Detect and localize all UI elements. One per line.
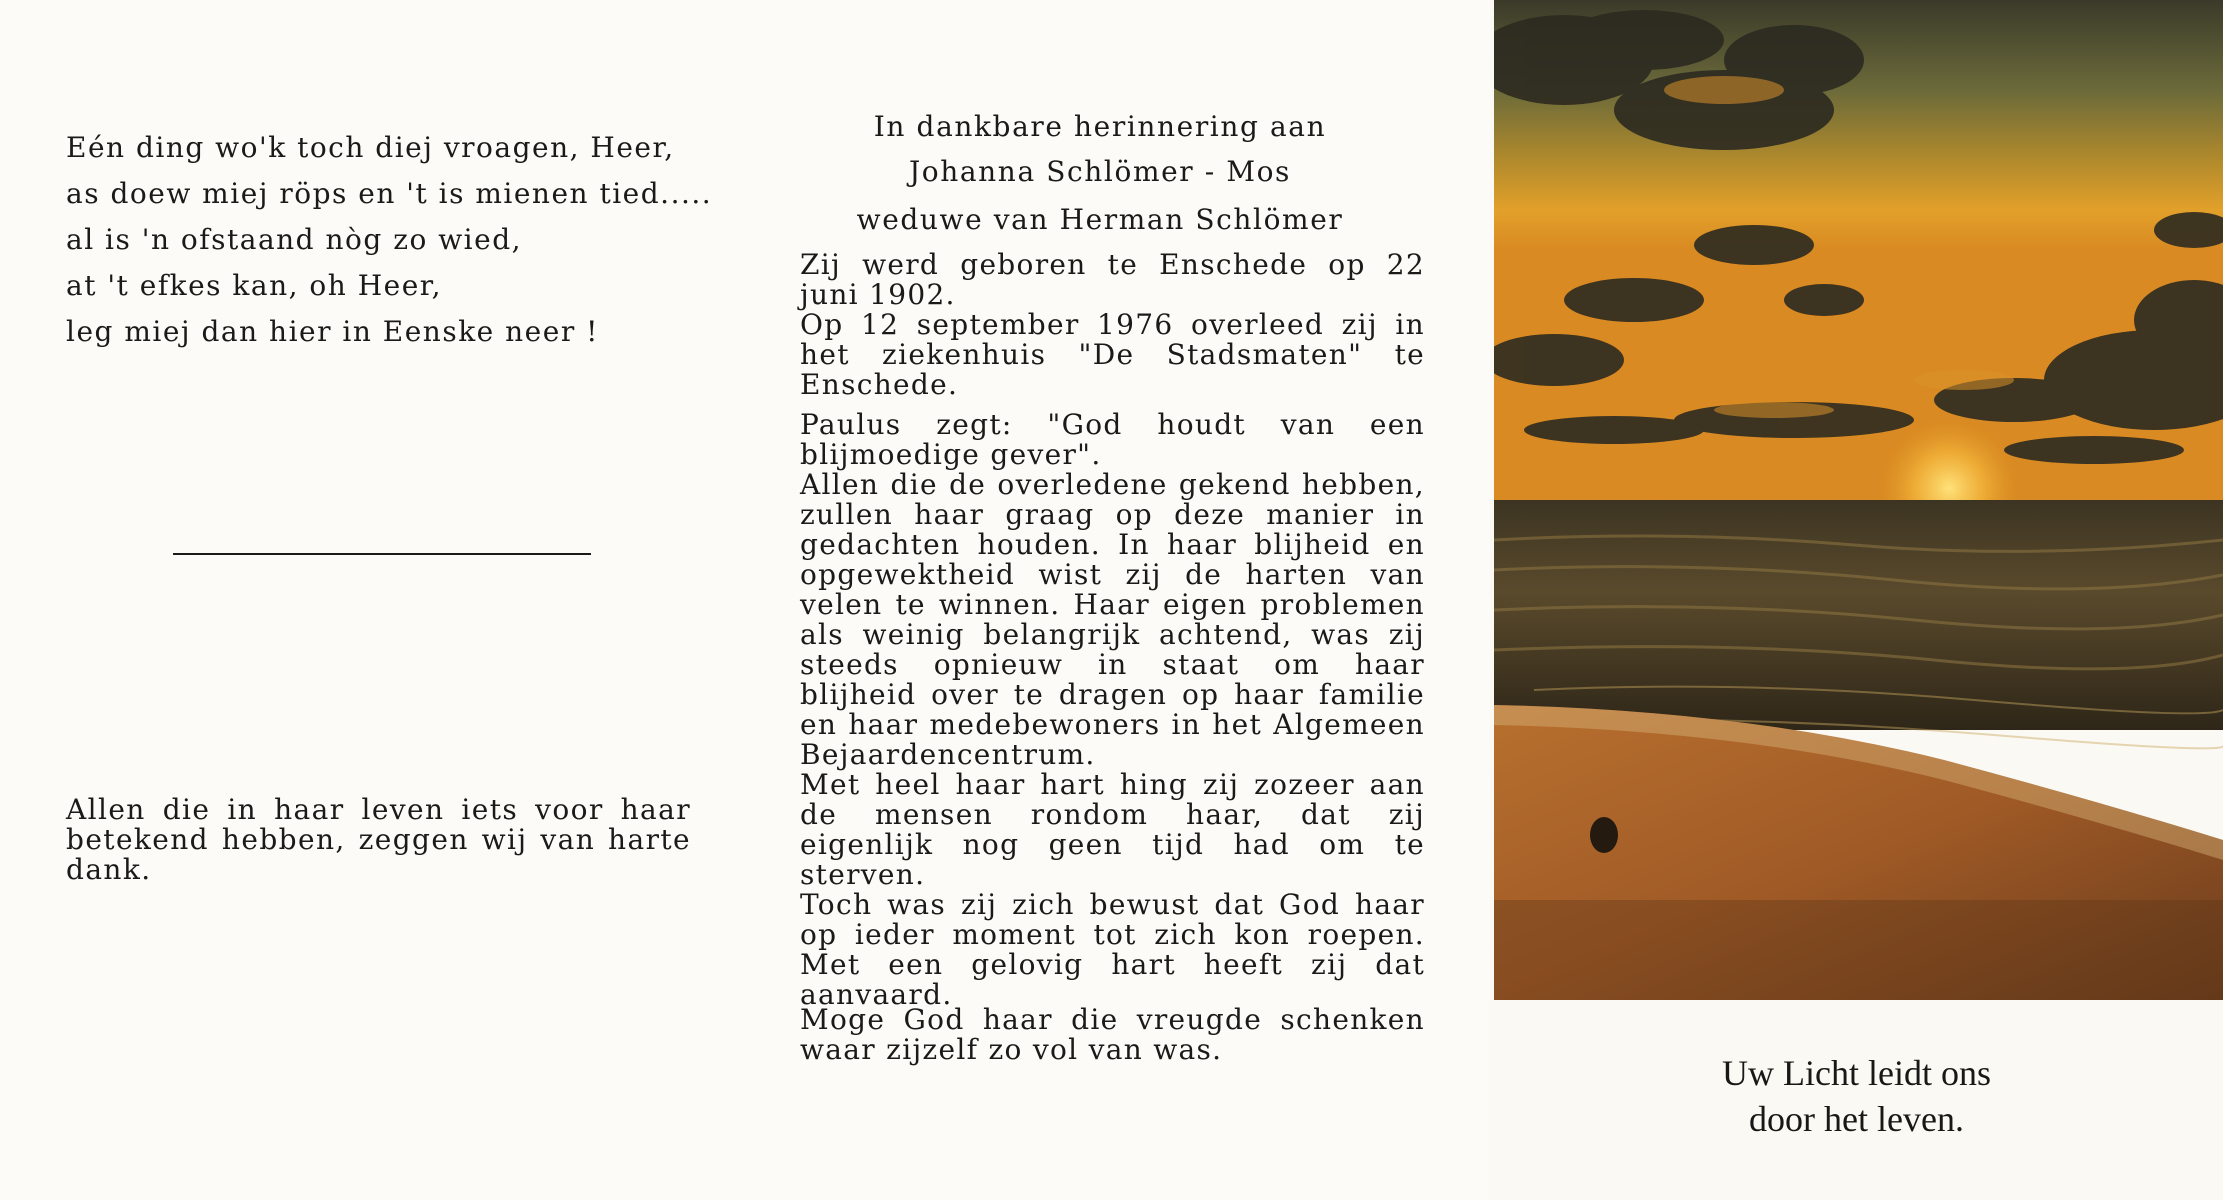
- death-paragraph: Op 12 september 1976 overleed zij in het ziekenhuis "De Stadsmaten" te Enschede.: [800, 308, 1425, 401]
- left-panel: [0, 0, 760, 1200]
- caption: [1490, 1050, 2223, 1142]
- caption-line: Uw Licht leidt ons: [1722, 1053, 1991, 1093]
- life-dates: [800, 250, 1425, 400]
- poem: [66, 125, 713, 355]
- middle-panel: [760, 0, 1490, 1200]
- sunset-over-sea-photo: [1494, 0, 2223, 1000]
- heading-name: Johanna Schlömer - Mos: [908, 155, 1292, 188]
- quote-paragraph: Paulus zegt: "God houdt van een blijmoedige gever".: [800, 408, 1425, 471]
- closing-paragraph: Moge God haar die vreugde schenken waar zijzelf zo vol van was.: [800, 1003, 1425, 1066]
- birth-paragraph: Zij werd geboren te Enschede op 22 juni 1902.: [800, 248, 1425, 311]
- poem-line: al is 'n ofstaand nòg zo wied,: [66, 223, 523, 256]
- tribute-text: [800, 410, 1425, 1010]
- poem-line: as doew miej röps en 't is mienen tied.....: [66, 177, 713, 210]
- poem-line: at 't efkes kan, oh Heer,: [66, 269, 442, 302]
- heading-widow-of: weduwe van Herman Schlömer: [856, 203, 1344, 236]
- thanks-note: Allen die in haar leven iets voor haar betekend hebben, zeggen wij van harte dank.: [66, 793, 691, 886]
- caption-line: door het leven.: [1749, 1099, 1964, 1139]
- divider-line: [173, 553, 591, 555]
- heading-dedication: In dankbare herinnering aan: [873, 110, 1327, 143]
- poem-line: leg miej dan hier in Eenske neer !: [66, 315, 599, 348]
- poem-line: Eén ding wo'k toch diej vroagen, Heer,: [66, 131, 675, 164]
- closing-blessing: [800, 1005, 1425, 1065]
- heart-paragraph: Met heel haar hart hing zij zozeer aan de mensen rondom haar, dat zij eigenlijk nog geen tijd had om te sterven.: [800, 768, 1425, 891]
- faith-paragraph: Toch was zij zich bewust dat God haar op ieder moment tot zich kon roepen. Met een gelovig hart heeft zij dat aanvaard.: [800, 888, 1425, 1011]
- right-panel: [1490, 0, 2223, 1200]
- memory-paragraph: Allen die de overledene gekend hebben, zullen haar graag op deze manier in gedachten houden. In haar blijheid en opgewektheid wist zij de harten van velen te winnen. Haar eigen problemen als weinig belangrijk achtend, was zij steeds opnieuw in staat om haar blijheid over te dragen op haar familie en haar medebewoners in het Algemeen Bejaardencentrum.: [800, 468, 1425, 771]
